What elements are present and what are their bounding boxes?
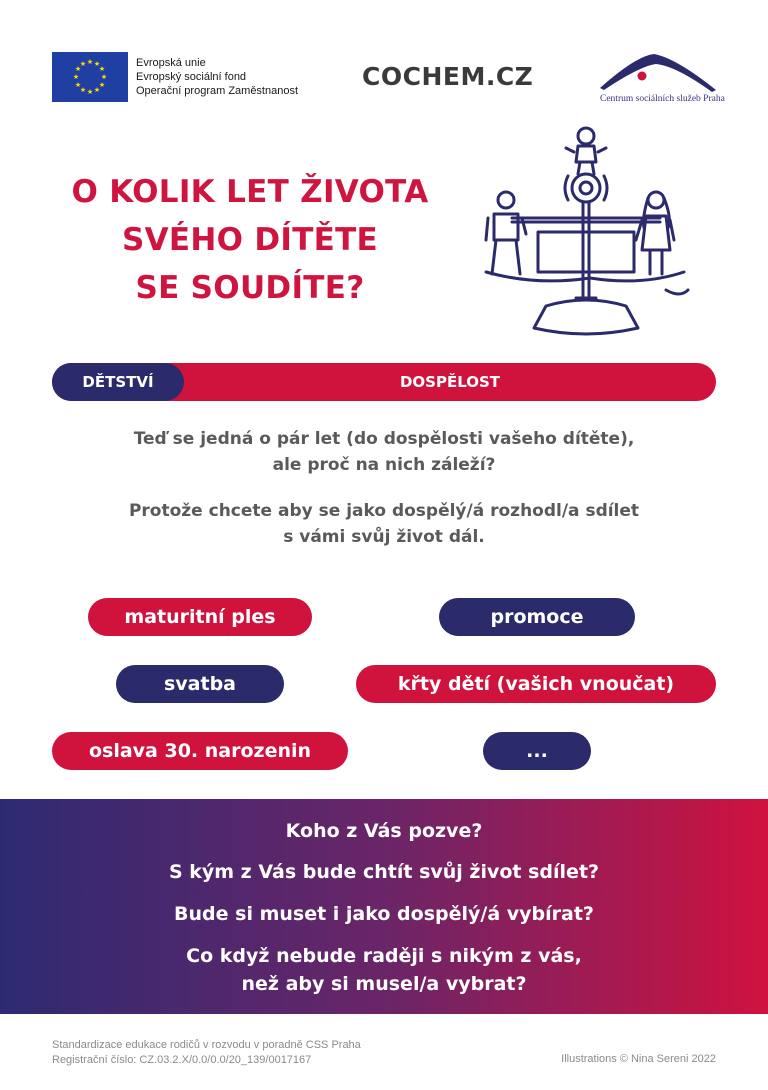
- svg-text:★: ★: [74, 81, 82, 89]
- intro-line-2: ale proč na nich záleží?: [272, 455, 496, 475]
- question-4-line-2: než aby si musel/a vybrat?: [241, 973, 527, 995]
- svg-text:★: ★: [86, 58, 94, 66]
- event-pill-prom: maturitní ples: [88, 598, 312, 636]
- question-1: Koho z Vás pozve?: [285, 820, 483, 842]
- question-4-line-1: Co když nebude raději s nikým z vás,: [186, 945, 582, 967]
- svg-text:★: ★: [72, 73, 80, 81]
- eu-text-line: Operační program Zaměstnanost: [136, 85, 299, 97]
- event-pill-more: ...: [483, 732, 591, 770]
- page-title: [40, 168, 460, 312]
- footer-line-2: Registrační číslo: CZ.03.2.X/0.0/0.0/20_139/0017167: [52, 1054, 312, 1066]
- svg-text:★: ★: [74, 65, 82, 73]
- timeline-adulthood: DOSPĚLOST: [399, 373, 501, 391]
- footer-credit: Illustrations © Nina Sereni 2022: [561, 1053, 716, 1065]
- svg-text:★: ★: [79, 86, 87, 94]
- reason-line-1: Protože chcete aby se jako dospělý/á rozhodl/a sdílet: [128, 501, 640, 521]
- questions-panel: [0, 799, 768, 1014]
- event-pill-christening: křty dětí (vašich vnoučat): [356, 665, 716, 703]
- timeline-childhood: DĚTSTVÍ: [52, 363, 184, 401]
- eu-text-line: Evropská unie: [136, 57, 206, 69]
- title-line-1: O KOLIK LET ŽIVOTA: [71, 174, 429, 210]
- intro-line-1: Teď se jedná o pár let (do dospělosti vašeho dítěte),: [133, 429, 635, 449]
- svg-text:★: ★: [98, 65, 106, 73]
- brand-logo-text: COCHEM.CZ: [362, 62, 534, 91]
- title-line-2: SVÉHO DÍTĚTE: [121, 222, 379, 258]
- eu-logo: [52, 52, 298, 102]
- title-line-3: SE SOUDÍTE?: [135, 270, 365, 306]
- question-2: S kým z Vás bude chtít svůj život sdílet?: [168, 861, 600, 883]
- reason-paragraph: [60, 498, 708, 550]
- svg-text:★: ★: [93, 60, 101, 68]
- svg-text:★: ★: [98, 81, 106, 89]
- intro-paragraph: [60, 426, 708, 478]
- reason-line-2: s vámi svůj život dál.: [283, 527, 485, 547]
- svg-text:★: ★: [79, 60, 87, 68]
- event-pill-graduation: promoce: [439, 598, 635, 636]
- svg-text:★: ★: [100, 73, 108, 81]
- eu-flag-icon: [52, 52, 128, 102]
- event-pill-wedding: svatba: [116, 665, 284, 703]
- eu-text: [136, 56, 298, 98]
- csl-caption: Centrum sociálních služeb Praha: [600, 94, 725, 104]
- timeline-bar: [52, 363, 716, 401]
- footer-line-1: Standardizace edukace rodičů v rozvodu v poradně CSS Praha: [52, 1039, 361, 1051]
- question-3: Bude si muset i jako dospělý/á vybírat?: [174, 903, 594, 925]
- event-pill-birthday: oslava 30. narozenin: [52, 732, 348, 770]
- svg-text:★: ★: [93, 86, 101, 94]
- svg-text:★: ★: [86, 88, 94, 96]
- scale-family-illustration-icon: [466, 122, 700, 348]
- footer-project-info: [52, 1038, 361, 1068]
- eu-text-line: Evropský sociální fond: [136, 71, 247, 83]
